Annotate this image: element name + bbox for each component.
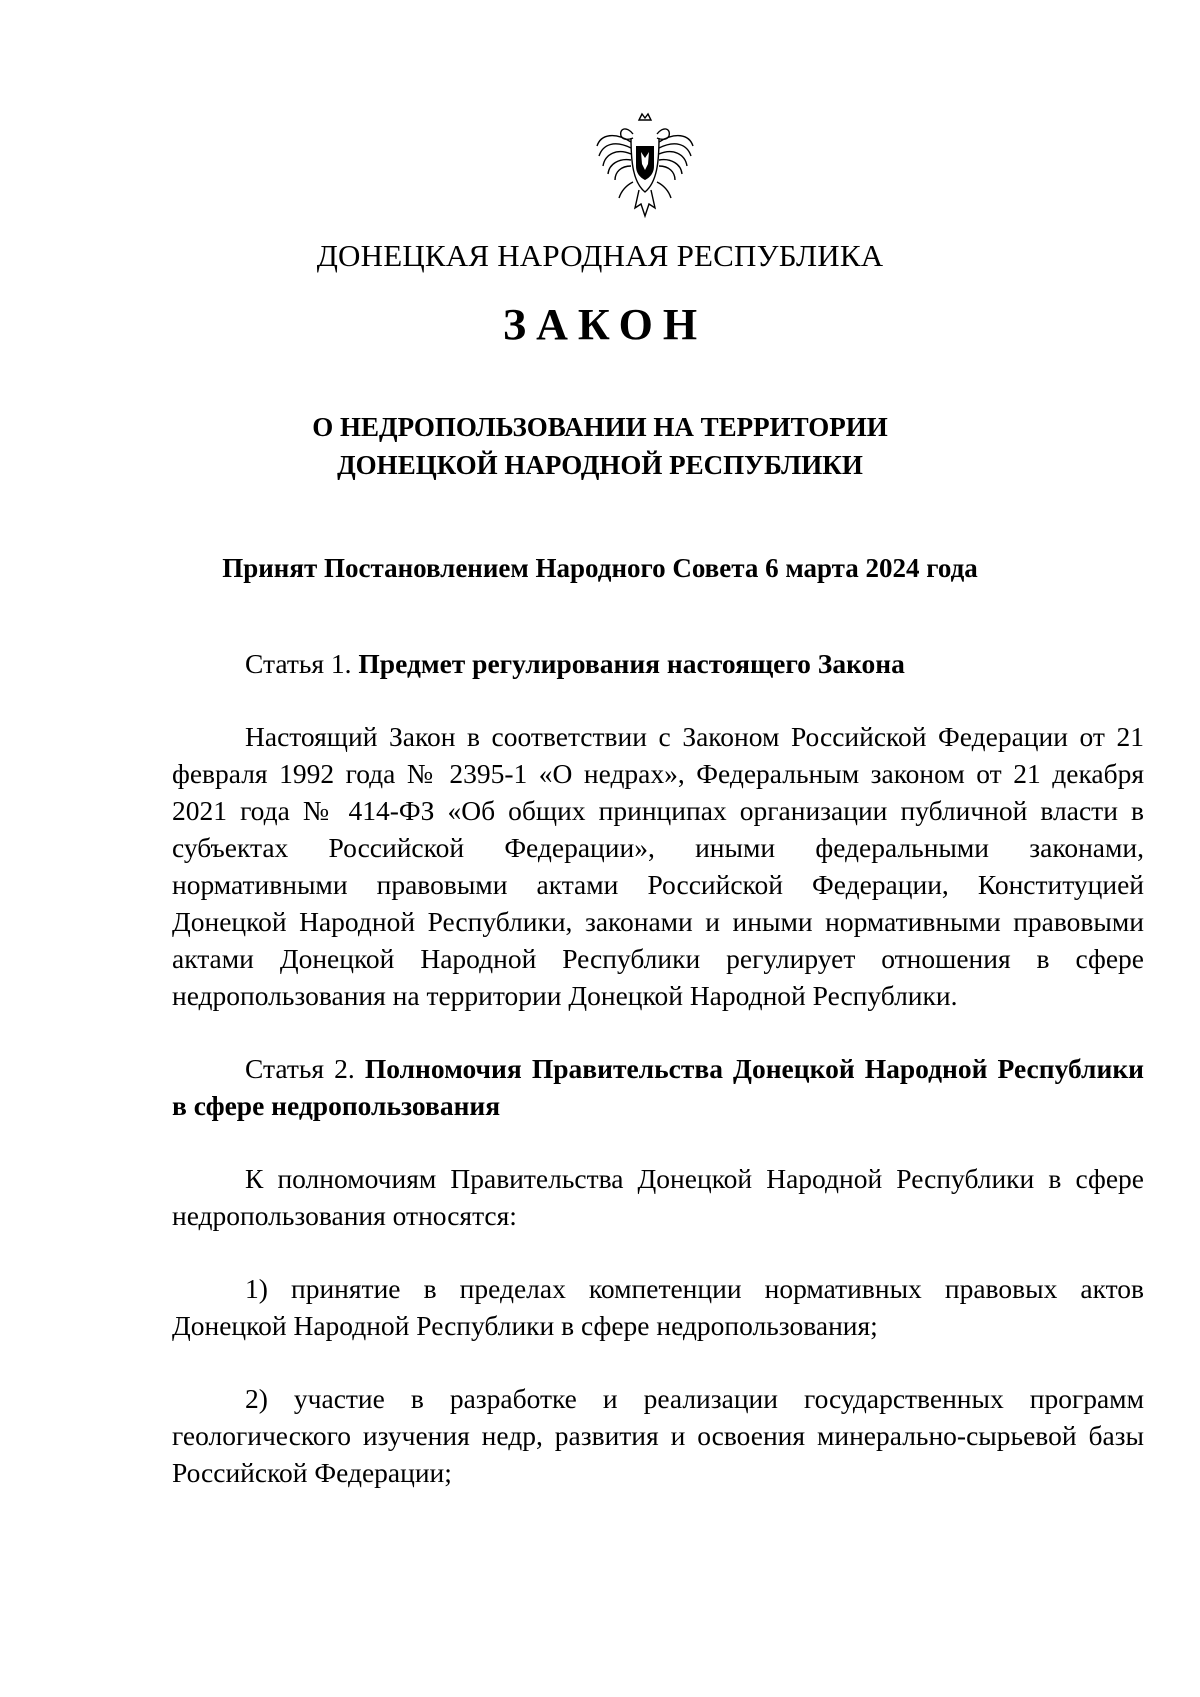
republic-name: ДОНЕЦКАЯ НАРОДНАЯ РЕСПУБЛИКА (316, 238, 884, 273)
adoption-note: Принят Постановлением Народного Совета 6 марта 2024 года (222, 553, 978, 583)
dpr-coat-of-arms-icon (595, 112, 695, 222)
document-body (172, 645, 1144, 1491)
article-title: Предмет регулирования настоящего Закона (358, 648, 905, 679)
law-title-line-2: ДОНЕЦКОЙ НАРОДНОЙ РЕСПУБЛИКИ (337, 450, 863, 480)
law-title (0, 408, 1200, 484)
article-number: Статья 1. (245, 648, 352, 679)
article-2-paragraph: К полномочиям Правительства Донецкой Народной Республики в сфере недропользования относятся: (172, 1163, 1144, 1231)
document-type: ЗАКОН (502, 300, 708, 349)
article-number: Статья 2. (245, 1053, 355, 1084)
article-2-item-1: 1) принятие в пределах компетенции нормативных правовых актов Донецкой Народной Республики в сфере недропользования; (172, 1273, 1144, 1341)
article-2-heading (172, 1050, 1144, 1124)
law-title-line-1: О НЕДРОПОЛЬЗОВАНИИ НА ТЕРРИТОРИИ (312, 412, 888, 442)
article-1-heading (172, 645, 1144, 682)
article-1-paragraph: Настоящий Закон в соответствии с Законом Российской Федерации от 21 февраля 1992 года № 2395-1 «О недрах», Федеральным законом от 21 декабря 2021 года № 414-ФЗ «Об общих принципах организации публичной власти в субъектах Российской Федерации», иными федеральными законами, нормативными правовыми актами Российской Федерации, Конституцией Донецкой Народной Республики, законами и иными нормативными правовыми актами Донецкой Народной Республики регулирует отношения в сфере недропользования на территории Донецкой Народной Республики. (172, 721, 1144, 1011)
article-title: Полномочия Правительства Донецкой Народной Республики в сфере недропользования (172, 1053, 1145, 1121)
article-2-item-2: 2) участие в разработке и реализации государственных программ геологического изучения недр, развития и освоения минерально-сырьевой базы Российской Федерации; (172, 1383, 1144, 1488)
